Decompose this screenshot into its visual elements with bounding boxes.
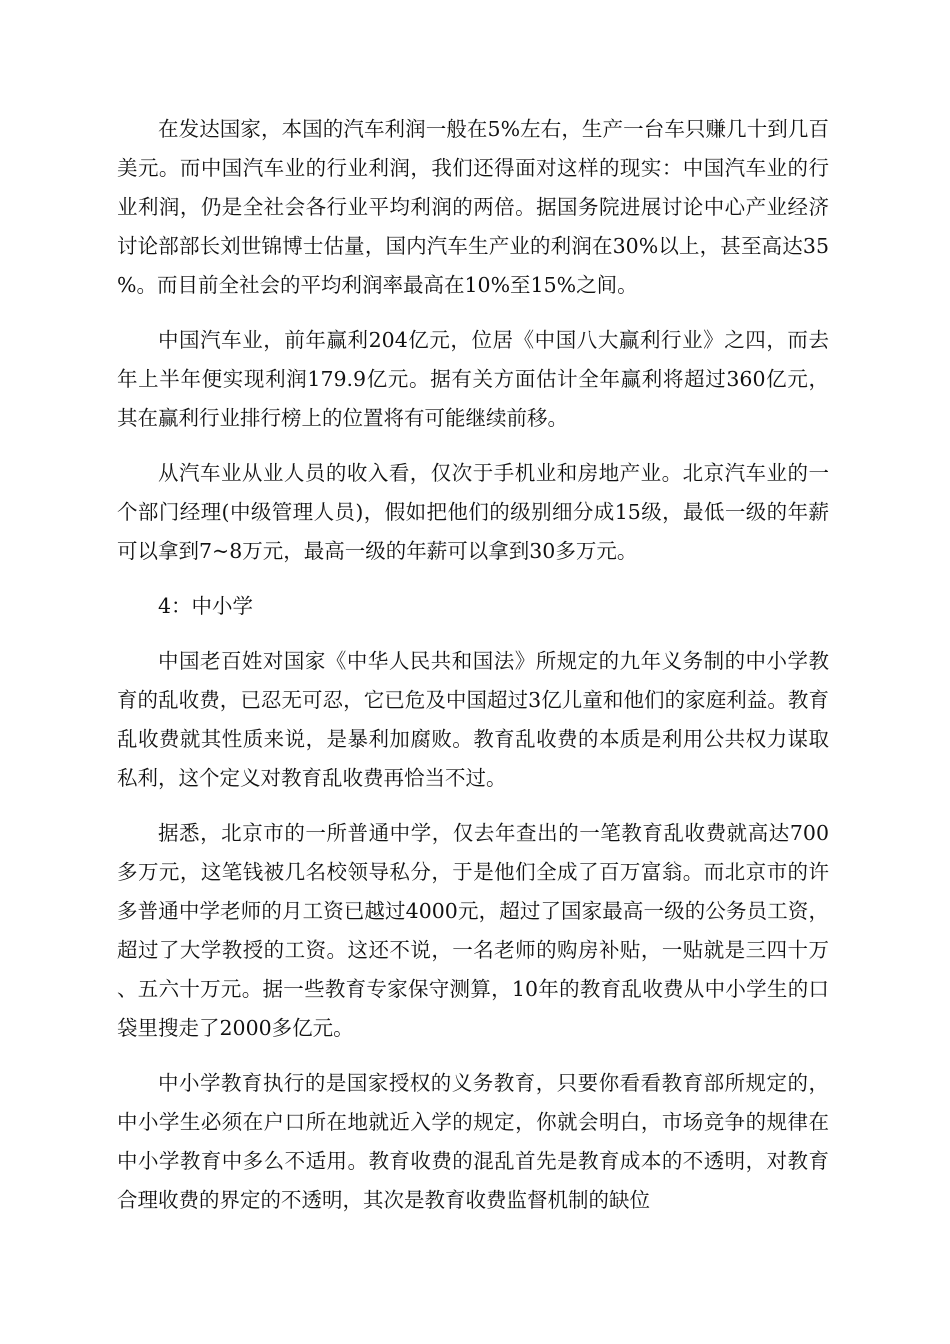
paragraph-compulsory-education: 中小学教育执行的是国家授权的义务教育，只要你看看教育部所规定的，中小学生必须在户口所在地就近入学的规定，你就会明白，市场竞争的规律在中小学教育中多么不适用。教育收费的混乱首先是教育成本的不透明，对教育合理收费的界定的不透明，其次是教育收费监督机制的缺位	[117, 1071, 829, 1212]
paragraph-auto-earnings: 中国汽车业，前年赢利204亿元，位居《中国八大赢利行业》之四，而去年上半年便实现利润179.9亿元。据有关方面估计全年赢利将超过360亿元，其在赢利行业排行榜上的位置将有可能继续前移。	[117, 328, 829, 430]
paragraph-auto-salary: 从汽车业从业人员的收入看，仅次于手机业和房地产业。北京汽车业的一个部门经理(中级管理人员)，假如把他们的级别细分成15级，最低一级的年薪可以拿到7~8万元，最高一级的年薪可以拿到30多万元。	[117, 461, 829, 563]
paragraph-school-fees: 中国老百姓对国家《中华人民共和国法》所规定的九年义务制的中小学教育的乱收费，已忍无可忍，它已危及中国超过3亿儿童和他们的家庭利益。教育乱收费就其性质来说，是暴利加腐败。教育乱收费的本质是利用公共权力谋取私利，这个定义对教育乱收费再恰当不过。	[117, 649, 829, 790]
paragraph-auto-profit: 在发达国家，本国的汽车利润一般在5%左右，生产一台车只赚几十到几百美元。而中国汽车业的行业利润，我们还得面对这样的现实：中国汽车业的行业利润，仍是全社会各行业平均利润的两倍。据国务院进展讨论中心产业经济讨论部部长刘世锦博士估量，国内汽车生产业的利润在30%以上，甚至高达35%。而目前全社会的平均利润率最高在10%至15%之间。	[117, 117, 829, 297]
section-heading-schools: 4：中小学	[158, 594, 254, 618]
paragraph-beijing-school: 据悉，北京市的一所普通中学，仅去年查出的一笔教育乱收费就高达700多万元，这笔钱被几名校领导私分，于是他们全成了百万富翁。而北京市的许多普通中学老师的月工资已越过4000元，超过了国家最高一级的公务员工资，超过了大学教授的工资。这还不说，一名老师的购房补贴，一贴就是三四十万、五六十万元。据一些教育专家保守测算，10年的教育乱收费从中小学生的口袋里搜走了2000多亿元。	[117, 821, 829, 1040]
document-body	[117, 110, 829, 1236]
